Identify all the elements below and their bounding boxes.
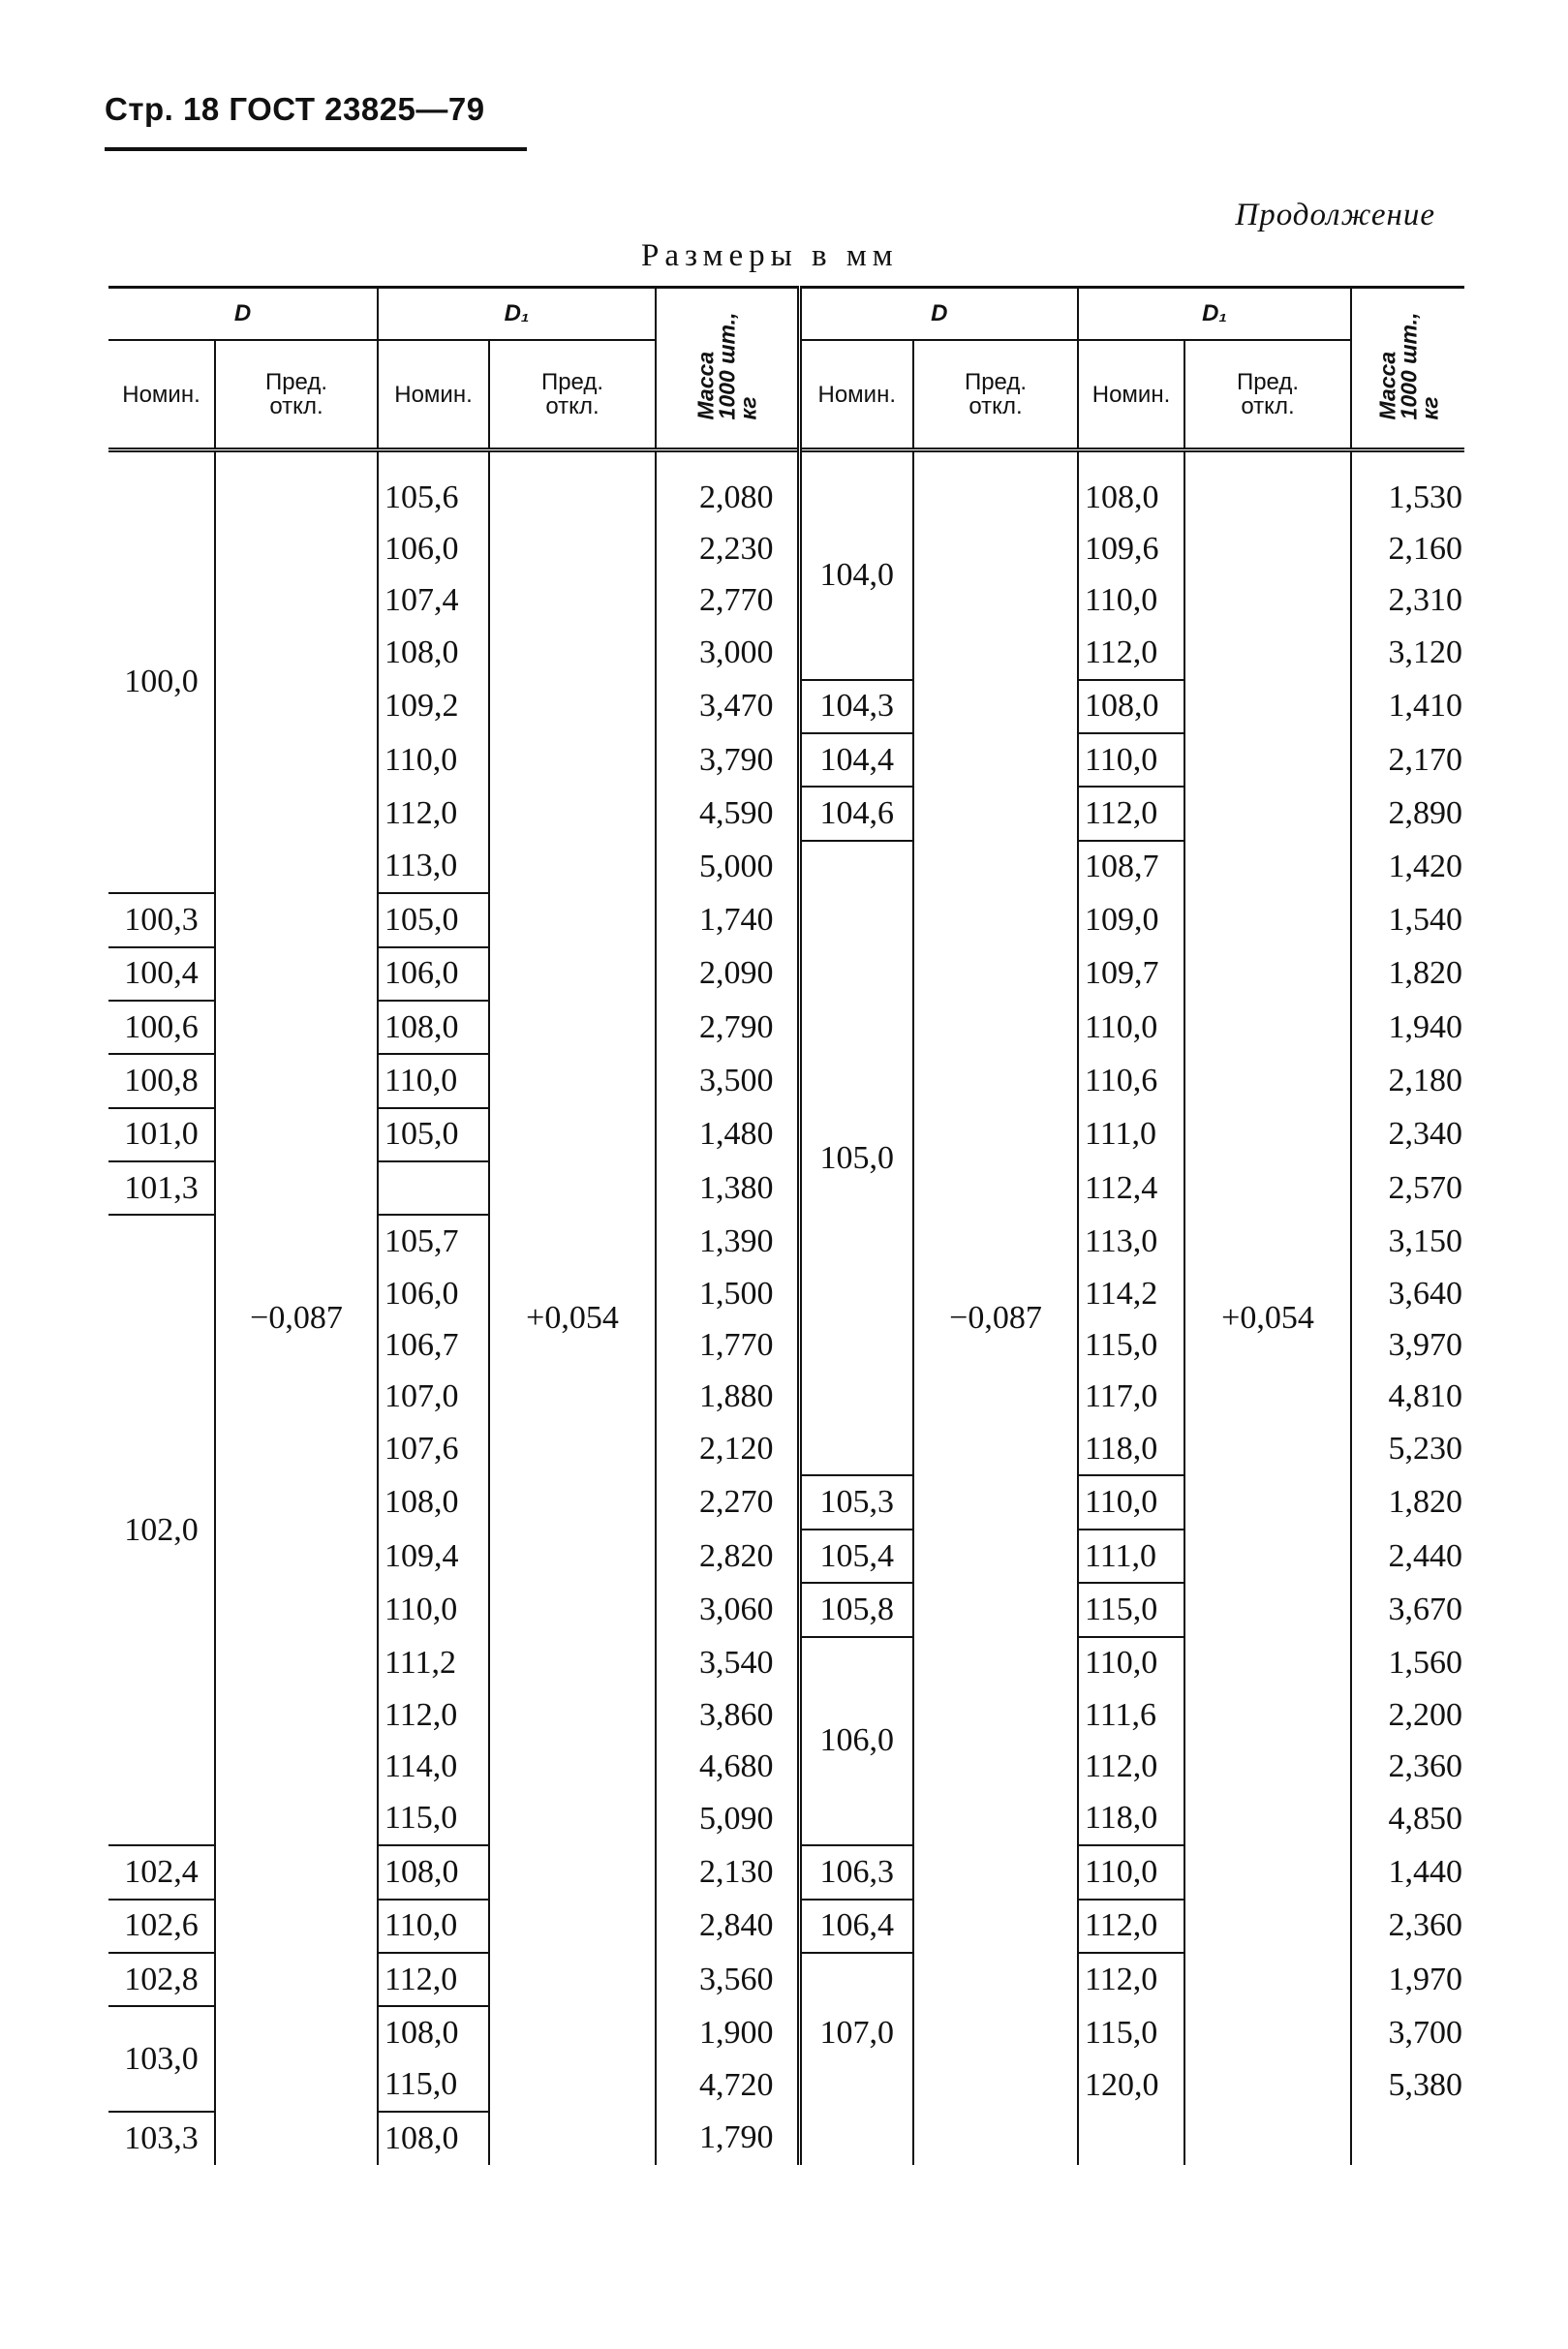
mass-left: 3,470 (656, 680, 799, 733)
header-nom: Номин. (108, 340, 215, 450)
d1-nominal-left: 107,4 (378, 575, 489, 627)
d1-nominal-right: 110,0 (1078, 575, 1184, 627)
d1-nominal-right: 110,0 (1078, 1475, 1184, 1529)
d1-nominal-left: 111,2 (378, 1637, 489, 1689)
d-nominal-right: 104,6 (799, 787, 913, 840)
mass-right: 1,540 (1388, 901, 1462, 938)
d1-nominal-left: 109,4 (378, 1530, 489, 1583)
mass-left: 3,060 (656, 1583, 799, 1636)
d1-nominal-right: 110,0 (1078, 733, 1184, 787)
mass-right: 1,820 (1388, 1484, 1462, 1521)
mass-left: 3,790 (656, 733, 799, 787)
d1-nominal-right: 114,2 (1078, 1268, 1184, 1319)
header-nom: Номин. (378, 340, 489, 450)
mass-left: 3,000 (656, 627, 799, 679)
d1-nominal-right: 111,0 (1078, 1108, 1184, 1161)
header-tolerance: Пред. откл. (215, 340, 378, 450)
mass-right: 3,640 (1388, 1275, 1462, 1312)
d1-nominal-left: 108,0 (378, 2112, 489, 2164)
d1-nominal-left: 110,0 (378, 1583, 489, 1636)
d1-nominal-left: 115,0 (378, 2059, 489, 2112)
d1-nominal-right: 110,0 (1078, 1001, 1184, 1054)
d-nominal-left: 101,3 (108, 1161, 215, 1215)
header-d-right: D (799, 288, 1078, 341)
mass-right: 5,230 (1388, 1431, 1462, 1468)
mass-right: 4,850 (1388, 1800, 1462, 1837)
d-nominal-right: 104,4 (799, 733, 913, 787)
d1-nominal-left: 112,0 (378, 1689, 489, 1741)
d1-nominal-left: 110,0 (378, 1054, 489, 1107)
mass-left: 2,270 (656, 1475, 799, 1529)
d1-nominal-right: 112,0 (1078, 787, 1184, 840)
d-tolerance-right: −0,087 (913, 472, 1078, 2165)
d-nominal-right: 106,4 (799, 1900, 913, 1953)
mass-left: 5,090 (656, 1793, 799, 1845)
d1-nominal-left: 115,0 (378, 1793, 489, 1845)
mass-left: 5,000 (656, 841, 799, 893)
mass-right: 3,150 (1388, 1222, 1462, 1259)
d-nominal-left: 100,8 (108, 1054, 215, 1107)
d-nominal-right: 105,8 (799, 1583, 913, 1636)
mass-left: 1,770 (656, 1319, 799, 1371)
spacer-row (108, 450, 1464, 473)
d1-nominal-left: 108,0 (378, 1001, 489, 1054)
table-row (108, 472, 1464, 523)
mass-right: 1,560 (1388, 1644, 1462, 1681)
empty-cell (799, 2112, 913, 2164)
mass-right: 2,170 (1388, 741, 1462, 778)
d1-nominal-left: 113,0 (378, 841, 489, 893)
dimensions-table-wrapper (108, 286, 1464, 2165)
d-nominal-right: 104,0 (799, 472, 913, 680)
d-nominal-left: 102,6 (108, 1900, 215, 1953)
d1-nominal-right: 117,0 (1078, 1372, 1184, 1423)
d-nominal-left: 101,0 (108, 1108, 215, 1161)
header-mass-left (656, 288, 799, 450)
d1-nominal-left: 108,0 (378, 1475, 489, 1529)
d1-nominal-right: 115,0 (1078, 1583, 1184, 1636)
d1-nominal-left: 109,2 (378, 680, 489, 733)
d-nominal-left: 102,8 (108, 1953, 215, 2006)
empty-cell (1351, 2112, 1464, 2164)
d1-nominal-left: 105,6 (378, 472, 489, 523)
mass-left: 1,480 (656, 1108, 799, 1161)
d-nominal-left: 102,0 (108, 1215, 215, 1845)
dimensions-table (108, 286, 1464, 2165)
d-nominal-left: 103,0 (108, 2006, 215, 2112)
d-nominal-left: 100,3 (108, 893, 215, 946)
d1-nominal-right: 109,0 (1078, 893, 1184, 946)
d1-nominal-left: 105,7 (378, 1215, 489, 1267)
d1-nominal-right: 112,0 (1078, 1741, 1184, 1792)
mass-right: 2,890 (1388, 795, 1462, 832)
mass-left: 2,790 (656, 1001, 799, 1054)
d1-nominal-right: 115,0 (1078, 1319, 1184, 1371)
mass-left: 2,770 (656, 575, 799, 627)
mass-right: 3,970 (1388, 1326, 1462, 1363)
d1-nominal-left: 106,7 (378, 1319, 489, 1371)
mass-left: 2,130 (656, 1845, 799, 1899)
mass-left: 4,590 (656, 787, 799, 840)
d1-nominal-right: 110,0 (1078, 1637, 1184, 1689)
mass-right: 2,360 (1388, 1748, 1462, 1785)
mass-right: 2,180 (1388, 1062, 1462, 1098)
mass-right: 1,420 (1388, 848, 1462, 884)
d1-nominal-left: 107,0 (378, 1372, 489, 1423)
d-nominal-right: 104,3 (799, 680, 913, 733)
d1-nominal-right: 112,4 (1078, 1161, 1184, 1215)
d-nominal-left: 103,3 (108, 2112, 215, 2164)
d1-nominal-right: 118,0 (1078, 1793, 1184, 1845)
mass-left: 4,720 (656, 2059, 799, 2112)
mass-left: 4,680 (656, 1741, 799, 1792)
mass-right: 1,820 (1388, 955, 1462, 992)
d-nominal-left: 100,4 (108, 947, 215, 1001)
page-header (105, 89, 527, 151)
mass-left: 2,230 (656, 523, 799, 574)
mass-left: 3,860 (656, 1689, 799, 1741)
mass-right: 1,440 (1388, 1853, 1462, 1890)
mass-right: 4,810 (1388, 1378, 1462, 1415)
mass-right: 2,440 (1388, 1537, 1462, 1574)
d1-nominal-right: 120,0 (1078, 2059, 1184, 2112)
mass-left: 1,880 (656, 1372, 799, 1423)
continuation-label: Продолжение (1235, 198, 1435, 232)
d1-nominal-left: 106,0 (378, 947, 489, 1001)
d-nominal-right: 105,4 (799, 1530, 913, 1583)
empty-cell (1078, 2112, 1184, 2164)
d1-tolerance-right: +0,054 (1184, 472, 1351, 2165)
mass-left: 2,080 (656, 472, 799, 523)
mass-label: Масса 1000 шт., кг (1374, 312, 1442, 420)
mass-right: 2,160 (1388, 531, 1462, 568)
d1-nominal-right: 109,6 (1078, 523, 1184, 574)
mass-left: 3,500 (656, 1054, 799, 1107)
mass-right: 2,570 (1388, 1169, 1462, 1206)
d1-nominal-left: 106,0 (378, 523, 489, 574)
mass-right: 3,670 (1388, 1591, 1462, 1627)
header-mass-right (1351, 288, 1464, 450)
table-body (108, 450, 1464, 2165)
mass-right: 2,200 (1388, 1696, 1462, 1733)
mass-left: 3,540 (656, 1637, 799, 1689)
d-nominal-left: 100,6 (108, 1001, 215, 1054)
d1-nominal-right: 112,0 (1078, 627, 1184, 679)
d1-nominal-right: 109,7 (1078, 947, 1184, 1001)
header-tolerance: Пред. откл. (1236, 369, 1300, 419)
mass-left: 1,380 (656, 1161, 799, 1215)
header-d-left: D (108, 288, 378, 341)
d1-nominal-left: 106,0 (378, 1268, 489, 1319)
mass-left: 2,090 (656, 947, 799, 1001)
header-nom: Номин. (799, 340, 913, 450)
d-nominal-right: 107,0 (799, 1953, 913, 2112)
d1-nominal-left: 108,0 (378, 2006, 489, 2058)
mass-left: 2,820 (656, 1530, 799, 1583)
d-nominal-right: 106,3 (799, 1845, 913, 1899)
d1-nominal-left: 108,0 (378, 1845, 489, 1899)
mass-left: 2,840 (656, 1900, 799, 1953)
header-d1-right: D₁ (1078, 288, 1351, 341)
d-nominal-right: 105,0 (799, 841, 913, 1476)
mass-right: 1,940 (1388, 1008, 1462, 1045)
header-nom: Номин. (1078, 340, 1184, 450)
mass-right: 5,380 (1388, 2066, 1462, 2103)
d1-nominal-left: 112,0 (378, 787, 489, 840)
mass-right: 2,360 (1388, 1907, 1462, 1944)
units-caption: Размеры в мм (641, 238, 899, 273)
header-d1-left: D₁ (378, 288, 656, 341)
d1-nominal-left: 110,0 (378, 1900, 489, 1953)
d-nominal-left: 102,4 (108, 1845, 215, 1899)
mass-left: 1,740 (656, 893, 799, 946)
d-tolerance-left: −0,087 (215, 472, 378, 2165)
d1-nominal-right: 108,0 (1078, 472, 1184, 523)
d1-nominal-left: 105,0 (378, 1108, 489, 1161)
d1-nominal-right: 108,0 (1078, 680, 1184, 733)
mass-right: 1,970 (1388, 1961, 1462, 1997)
mass-left: 1,390 (656, 1215, 799, 1267)
d-nominal-right: 106,0 (799, 1637, 913, 1846)
mass-right: 2,310 (1388, 582, 1462, 619)
d1-nominal-right: 115,0 (1078, 2006, 1184, 2058)
d1-nominal-left (378, 1161, 489, 1215)
d1-nominal-right: 108,7 (1078, 841, 1184, 893)
mass-left: 1,790 (656, 2112, 799, 2164)
mass-right: 3,120 (1388, 634, 1462, 671)
d-nominal-right: 105,3 (799, 1475, 913, 1529)
mass-left: 1,500 (656, 1268, 799, 1319)
page-number-and-standard: Стр. 18 ГОСТ 23825—79 (105, 91, 485, 127)
header-row-groups (108, 288, 1464, 341)
d1-tolerance-left: +0,054 (489, 472, 656, 2165)
d1-nominal-right: 113,0 (1078, 1215, 1184, 1267)
d1-nominal-left: 114,0 (378, 1741, 489, 1792)
mass-left: 2,120 (656, 1423, 799, 1475)
mass-left: 3,560 (656, 1953, 799, 2006)
mass-right: 1,530 (1388, 479, 1462, 515)
d1-nominal-right: 118,0 (1078, 1423, 1184, 1475)
d1-nominal-right: 110,6 (1078, 1054, 1184, 1107)
mass-right: 1,410 (1388, 688, 1462, 725)
mass-label: Масса 1000 шт., кг (692, 312, 761, 420)
header-tolerance: Пред. откл. (913, 340, 1078, 450)
d1-nominal-right: 112,0 (1078, 1953, 1184, 2006)
d1-nominal-left: 112,0 (378, 1953, 489, 2006)
d1-nominal-left: 108,0 (378, 627, 489, 679)
mass-left: 1,900 (656, 2006, 799, 2058)
d1-nominal-right: 110,0 (1078, 1845, 1184, 1899)
header-tolerance: Пред. откл. (540, 369, 604, 419)
d1-nominal-right: 112,0 (1078, 1900, 1184, 1953)
d1-nominal-right: 111,6 (1078, 1689, 1184, 1741)
d1-nominal-left: 107,6 (378, 1423, 489, 1475)
d1-nominal-left: 110,0 (378, 733, 489, 787)
d1-nominal-right: 111,0 (1078, 1530, 1184, 1583)
d-nominal-left: 100,0 (108, 472, 215, 893)
d1-nominal-left: 105,0 (378, 893, 489, 946)
mass-right: 2,340 (1388, 1116, 1462, 1153)
mass-right: 3,700 (1388, 2014, 1462, 2051)
